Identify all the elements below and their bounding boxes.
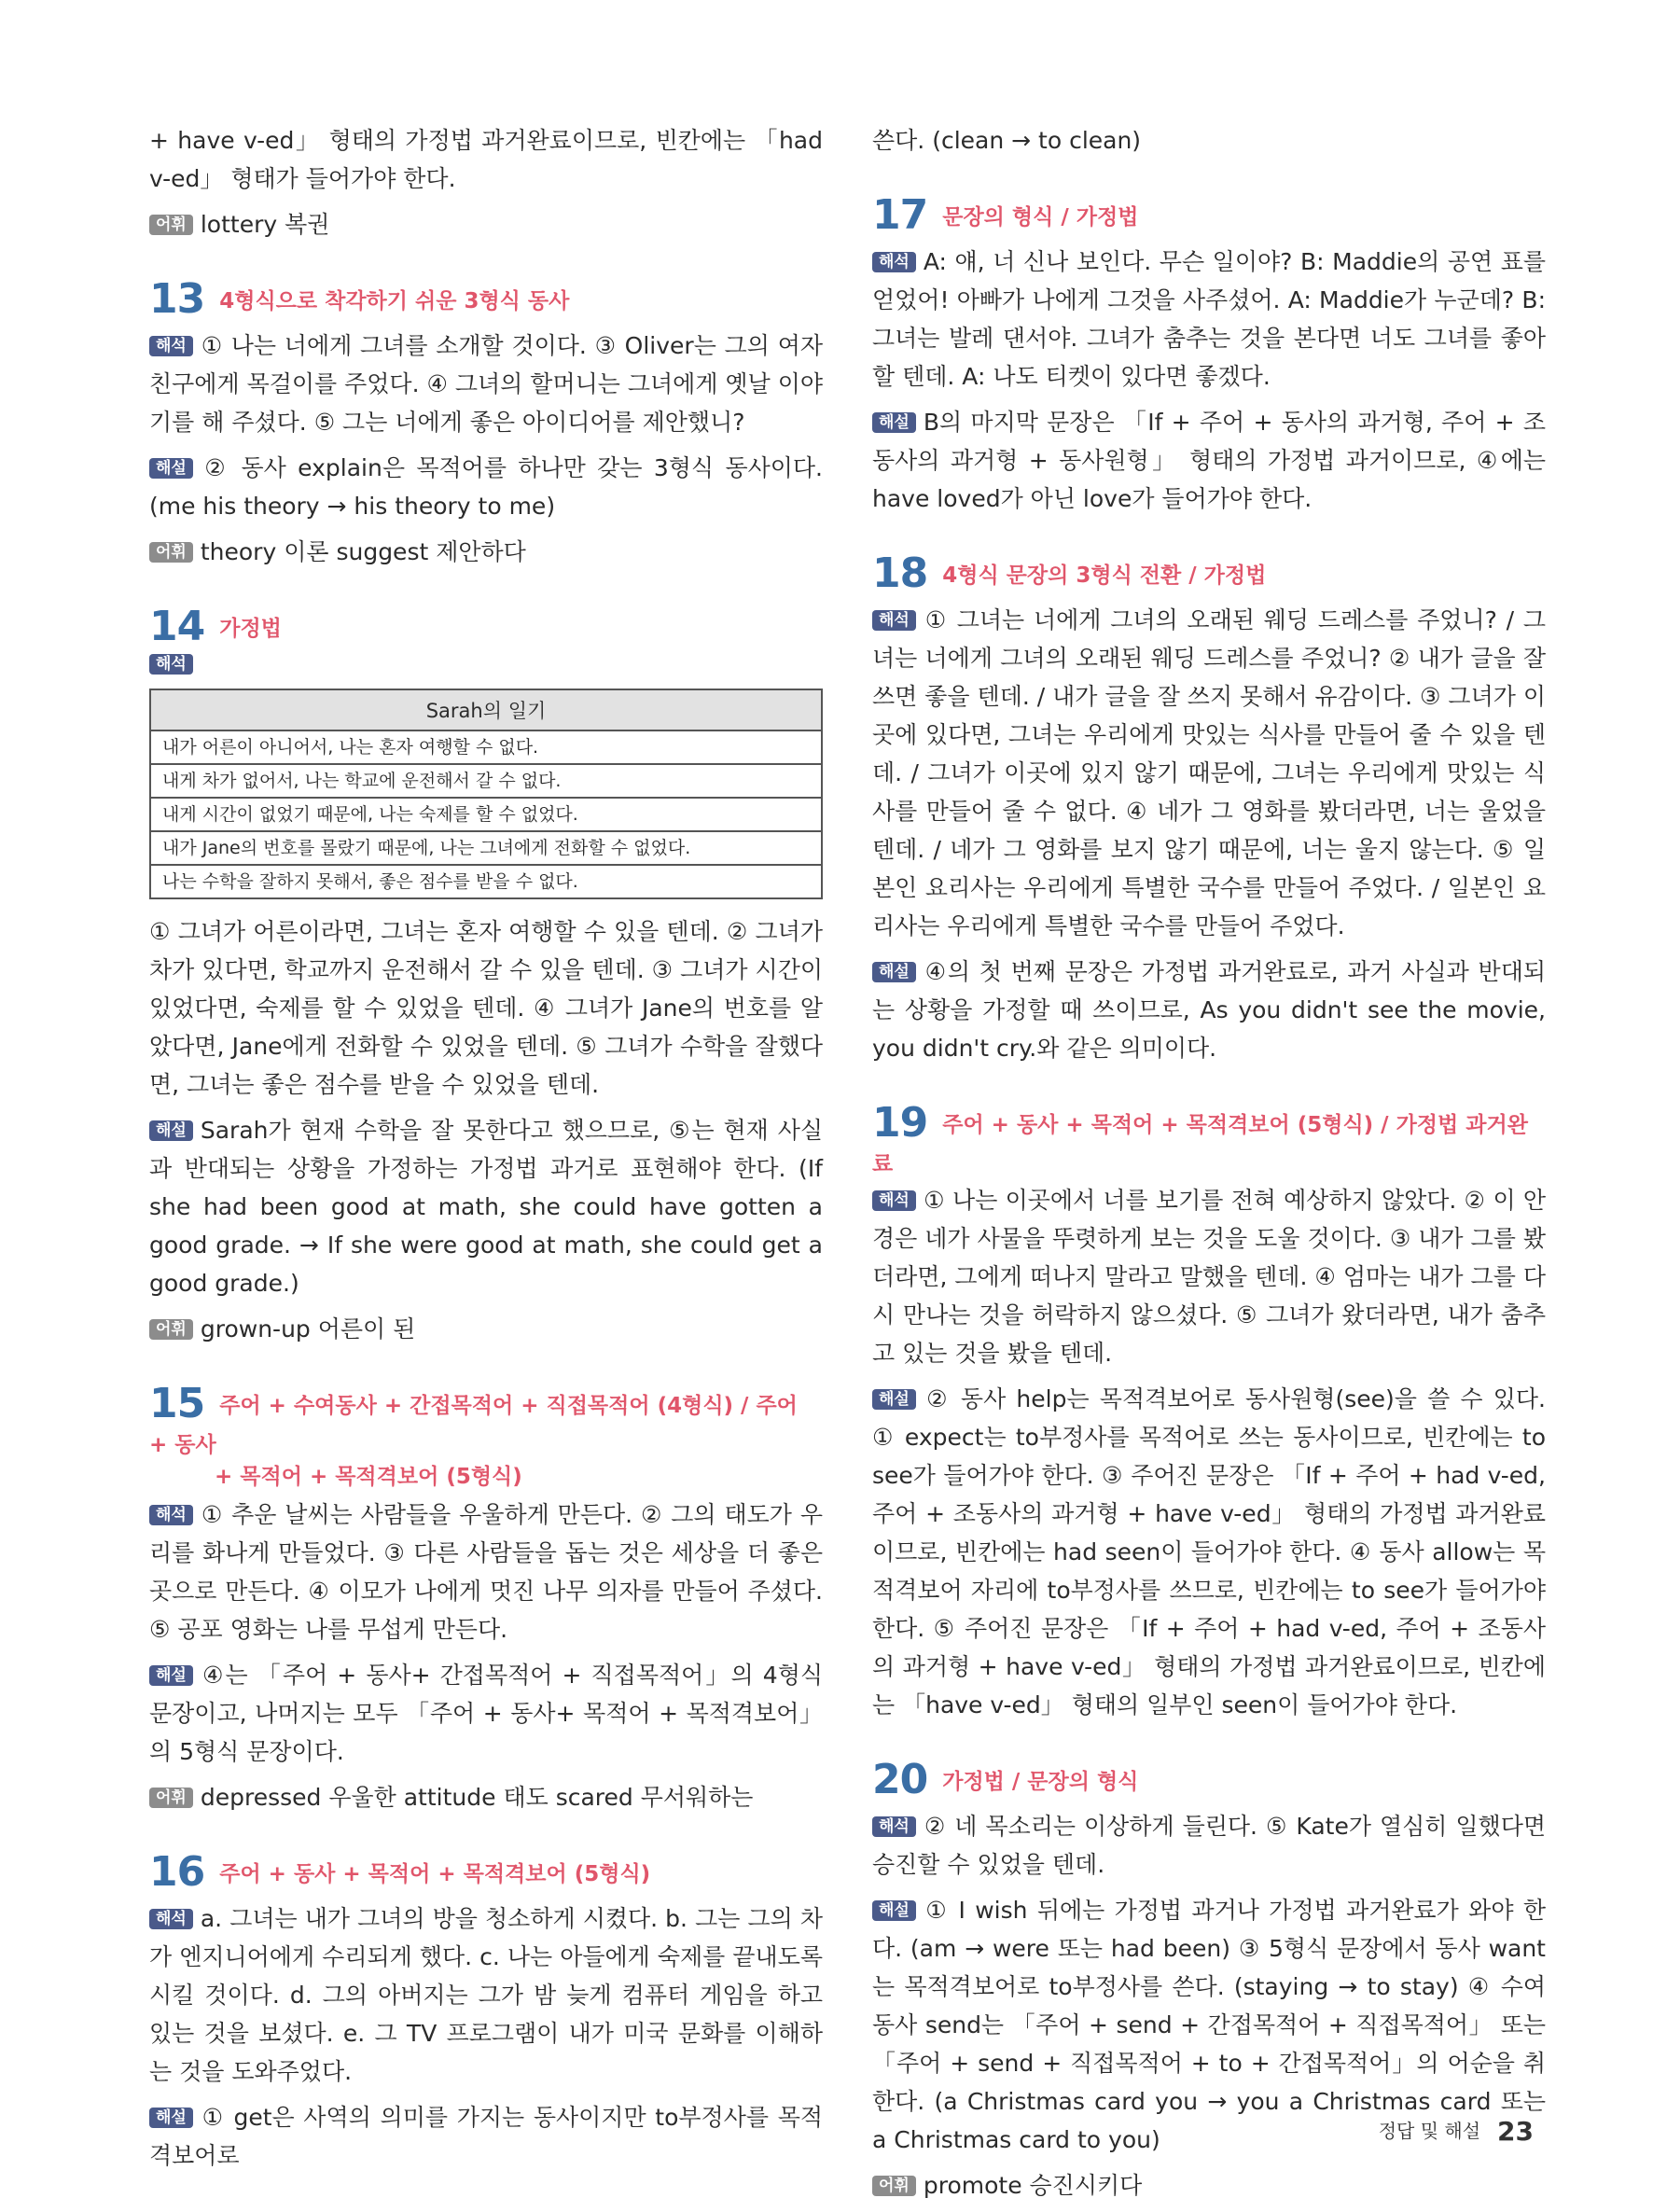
translation-badge: 해석: [872, 1190, 916, 1211]
question-header-19: [872, 1099, 1546, 1177]
translation-badge: 해석: [149, 1505, 193, 1525]
explanation-badge: 해설: [872, 1900, 916, 1921]
question-topic: 주어 + 수여동사 + 간접목적어 + 직접목적어 (4형식) / 주어 + 동사: [149, 1394, 798, 1457]
question-topic: 4형식으로 착각하기 쉬운 3형식 동사: [219, 289, 570, 313]
translation-text: a. 그녀는 내가 그녀의 방을 청소하게 시켰다. b. 그는 그의 차가 엔지니어에게 수리되게 했다. c. 나는 아들에게 숙제를 끝내도록 시킬 것이다. d. 그의 아버지는 그가 밤 늦게 컴퓨터 게임을 하고 있는 것을 보셨다. e. 그 TV 프로그램이 내가 미국 문화를 이해하는 것을 도와주었다.: [149, 1905, 823, 2085]
translation-text: ① 그녀가 어른이라면, 그녀는 혼자 여행할 수 있을 텐데. ② 그녀가 차가 있다면, 학교까지 운전해서 갈 수 있을 텐데. ③ 그녀가 시간이 있었다면, 숙제를 할 수 있었을 텐데. ④ 그녀가 Jane의 번호를 알았다면, Jane에게 전화할 수 있었을 텐데. ⑤ 그녀가 수학을 잘했다면, 그녀는 좋은 점수를 받을 수 있었을 텐데.: [149, 918, 823, 1098]
explanation-paragraph: [872, 1380, 1546, 1724]
explanation-paragraph: [149, 1656, 823, 1771]
explanation-badge: 해설: [149, 458, 193, 479]
explanation-paragraph: [872, 403, 1546, 518]
vocab-badge: 어휘: [149, 1319, 193, 1340]
vocab-badge: 어휘: [149, 542, 193, 563]
explanation-badge: 해설: [149, 1120, 193, 1141]
diary-table-row: 나는 수학을 잘하지 못해서, 좋은 점수를 받을 수 없다.: [150, 865, 822, 898]
question-topic: 주어 + 동사 + 목적어 + 목적격보어 (5형식): [219, 1862, 651, 1886]
translation-paragraph: [149, 1899, 823, 2091]
question-header-16: [149, 1848, 823, 1896]
question-number: 20: [872, 1756, 928, 1803]
translation-text: ① 그녀는 너에게 그녀의 오래된 웨딩 드레스를 주었니? / 그녀는 너에게 그녀의 오래된 웨딩 드레스를 주었니? ② 내가 글을 잘 쓰면 좋을 텐데. / 내가 글을 잘 쓰지 못해서 유감이다. ③ 그녀가 이곳에 있다면, 그녀는 우리에게 맛있는 식사를 만들어 줄 수 있을 텐데. / 그녀가 이곳에 있지 않기 때문에, 그녀는 우리에게 맛있는 식사를 만들어 줄 수 없다. ④ 네가 그 영화를 봤더라면, 너는 울었을 텐데. / 네가 그 영화를 보지 않기 때문에, 너는 울지 않는다. ⑤ 일본인 요리사는 우리에게 특별한 국수를 만들어 주었다. / 일본인 요리사는 우리에게 특별한 국수를 만들어 주었다.: [872, 606, 1546, 939]
vocab-line: [872, 2166, 1546, 2205]
translation-badge: 해석: [872, 610, 916, 631]
translation-text: A: 얘, 너 신나 보인다. 무슨 일이야? B: Maddie의 공연 표를 얻었어! 아빠가 나에게 그것을 사주셨어. A: Maddie가 누군데? B: 그녀는 발레 댄서야. 그녀가 춤추는 것을 본다면 너도 그녀를 좋아할 텐데. A: 나도 티켓이 있다면 좋겠다.: [872, 248, 1546, 390]
translation-badge: 해석: [149, 336, 193, 356]
translation-badge: 해석: [149, 1909, 193, 1929]
question-header-13: [149, 275, 823, 323]
diary-table-row: 내가 어른이 아니어서, 나는 혼자 여행할 수 없다.: [150, 730, 822, 764]
question-number: 16: [149, 1848, 205, 1896]
explanation-badge: 해설: [149, 1665, 193, 1686]
vocab-line: [149, 1310, 823, 1348]
explanation-text: ② 동사 explain은 목적어를 하나만 갖는 3형식 동사이다. (me his theory → his theory to me): [149, 454, 823, 520]
continuation-text: + have v-ed」 형태의 가정법 과거완료이므로, 빈칸에는 「had v-ed」 형태가 들어가야 한다.: [149, 127, 823, 192]
translation-text: ① 나는 너에게 그녀를 소개할 것이다. ③ Oliver는 그의 여자친구에게 목걸이를 주었다. ④ 그녀의 할머니는 그녀에게 옛날 이야기를 해 주셨다. ⑤ 그는 너에게 좋은 아이디어를 제안했니?: [149, 332, 823, 436]
translation-badge: 해석: [872, 252, 916, 272]
explanation-paragraph: [872, 953, 1546, 1067]
diary-table-row: 내게 차가 없어서, 나는 학교에 운전해서 갈 수 없다.: [150, 764, 822, 798]
question-topic: 주어 + 동사 + 목적어 + 목적격보어 (5형식) / 가정법 과거완료: [872, 1113, 1528, 1176]
question-header-15: [149, 1380, 823, 1458]
question-number: 17: [872, 191, 928, 239]
question-number: 15: [149, 1380, 205, 1427]
vocab-text: promote 승진시키다: [923, 2172, 1143, 2199]
explanation-text: B의 마지막 문장은 「If + 주어 + 동사의 과거형, 주어 + 조동사의 과거형 + 동사원형」 형태의 가정법 과거이므로, ④에는 have loved가 아닌 love가 들어가야 한다.: [872, 409, 1546, 512]
translation-paragraph: [149, 327, 823, 441]
diary-table: [149, 689, 823, 899]
explanation-badge: 해설: [872, 412, 916, 433]
vocab-text: theory 이론 suggest 제안하다: [200, 538, 526, 565]
footer-label: 정답 및 해설: [1378, 2120, 1481, 2142]
translation-paragraph: [872, 601, 1546, 945]
right-column: [872, 121, 1546, 2212]
explanation-paragraph: [149, 1111, 823, 1302]
explanation-paragraph: [149, 2098, 823, 2175]
vocab-line: [149, 533, 823, 571]
question-topic-continued: + 목적어 + 목적격보어 (5형식): [215, 1465, 522, 1489]
explanation-text: Sarah가 현재 수학을 잘 못한다고 했으므로, ⑤는 현재 사실과 반대되는 상황을 가정하는 가정법 과거로 표현해야 한다. (If she had been good at math, she could have gotten a good grade. → If she were good at math, she could get a good grade.): [149, 1117, 823, 1297]
translation-paragraph: [872, 1181, 1546, 1372]
question-header-17: [872, 191, 1546, 239]
vocab-text: grown-up 어른이 된: [200, 1315, 416, 1343]
question-number: 19: [872, 1099, 928, 1147]
translation-badge: 해석: [872, 1816, 916, 1837]
translation-text: ② 네 목소리는 이상하게 들린다. ⑤ Kate가 열심히 일했다면 승진할 수 있었을 텐데.: [872, 1813, 1546, 1878]
question-number: 14: [149, 603, 205, 650]
question-header-18: [872, 550, 1546, 597]
translation-text: ① 나는 이곳에서 너를 보기를 전혀 예상하지 않았다. ② 이 안경은 네가 사물을 뚜렷하게 보는 것을 도울 것이다. ③ 내가 그를 봤더라면, 그에게 떠나지 말라고 말했을 텐데. ④ 엄마는 내가 그를 다시 만나는 것을 허락하지 않으셨다. ⑤ 그녀가 왔더라면, 내가 춤추고 있는 것을 봤을 텐데.: [872, 1187, 1546, 1367]
translation-paragraph: [149, 1496, 823, 1649]
question-number: 18: [872, 550, 928, 597]
diary-table-row: 내가 Jane의 번호를 몰랐기 때문에, 나는 그녀에게 전화할 수 없었다.: [150, 831, 822, 865]
question-header-20: [872, 1756, 1546, 1803]
vocab-text: lottery 복권: [200, 211, 330, 238]
translation-badge: 해석: [149, 654, 193, 675]
question-header-14: [149, 603, 823, 650]
translation-paragraph: [872, 1807, 1546, 1884]
translation-badge-line: [149, 654, 823, 675]
explanation-text: ② 동사 help는 목적격보어로 동사원형(see)을 쓸 수 있다. ① expect는 to부정사를 목적어로 쓰는 동사이므로, 빈칸에는 to see가 들어가야 한다. ③ 주어진 문장은 「If + 주어 + had v-ed, 주어 + 조동사의 과거형 + have v-ed」 형태의 가정법 과거완료이므로, 빈칸에는 had seen이 들어가야 한다. ④ 동사 allow는 목적격보어 자리에 to부정사를 쓰므로, 빈칸에는 to see가 들어가야 한다. ⑤ 주어진 문장은 「If + 주어 + had v-ed, 주어 + 조동사의 과거형 + have v-ed」 형태의 가정법 과거완료이므로, 빈칸에는 「have v-ed」 형태의 일부인 seen이 들어가야 한다.: [872, 1385, 1546, 1718]
vocab-badge: 어휘: [872, 2176, 916, 2196]
translation-text: ① 추운 날씨는 사람들을 우울하게 만든다. ② 그의 태도가 우리를 화나게 만들었다. ③ 다른 사람들을 돕는 것은 세상을 더 좋은 곳으로 만든다. ④ 이모가 나에게 멋진 나무 의자를 만들어 주셨다. ⑤ 공포 영화는 나를 무섭게 만든다.: [149, 1501, 823, 1643]
question-topic: 4형식 문장의 3형식 전환 / 가정법: [942, 563, 1267, 588]
page-footer: [1379, 2116, 1534, 2147]
translation-paragraph: [872, 243, 1546, 396]
explanation-text: ④의 첫 번째 문장은 가정법 과거완료로, 과거 사실과 반대되는 상황을 가정할 때 쓰이므로, As you didn't see the movie, you didn't cry.와 같은 의미이다.: [872, 958, 1546, 1062]
vocab-badge: 어휘: [149, 215, 193, 235]
question-topic: 문장의 형식 / 가정법: [942, 205, 1139, 230]
vocab-line: [149, 1778, 823, 1816]
explanation-badge: 해설: [872, 1389, 916, 1410]
explanation-text: ① I wish 뒤에는 가정법 과거나 가정법 과거완료가 와야 한다. (am → were 또는 had been) ③ 5형식 문장에서 동사 want는 목적격보어로 to부정사를 쓴다. (staying → to stay) ④ 수여동사 send는 「주어 + send + 간접목적어 + 직접목적어」 또는 「주어 + send + 직접목적어 + to + 간접목적어」의 어순을 취한다. (a Christmas card you → you a Christmas card 또는 a Christmas card to you): [872, 1897, 1546, 2153]
question-topic: 가정법: [219, 617, 282, 641]
explanation-paragraph: [149, 449, 823, 525]
diary-table-header: Sarah의 일기: [150, 689, 822, 730]
explanation-text: ④는 「주어 + 동사+ 간접목적어 + 직접목적어」의 4형식 문장이고, 나머지는 모두 「주어 + 동사+ 목적어 + 목적격보어」의 5형식 문장이다.: [149, 1662, 823, 1765]
vocab-text: depressed 우울한 attitude 태도 scared 무서워하는: [200, 1784, 754, 1811]
diary-table-row: 내게 시간이 없었기 때문에, 나는 숙제를 할 수 없었다.: [150, 798, 822, 831]
question-number: 13: [149, 275, 205, 323]
explanation-badge: 해설: [149, 2108, 193, 2128]
explanation-badge: 해설: [872, 962, 916, 982]
page-number: 23: [1497, 2116, 1534, 2147]
continuation-text: 쓴다. (clean → to clean): [872, 127, 1142, 154]
question-topic: 가정법 / 문장의 형식: [942, 1770, 1139, 1794]
vocab-line: [149, 205, 823, 243]
vocab-badge: 어휘: [149, 1788, 193, 1808]
left-column: [149, 121, 823, 2182]
explanation-text: ① get은 사역의 의미를 가지는 동사이지만 to부정사를 목적격보어로: [149, 2104, 823, 2169]
